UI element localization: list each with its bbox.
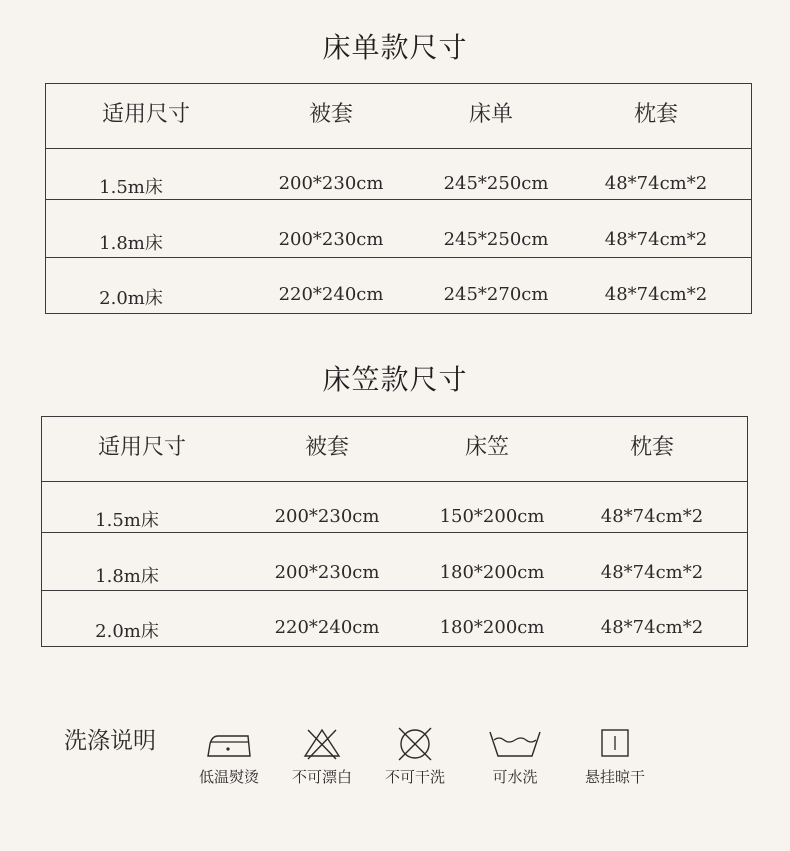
fitted-sheet-size-title: 床笠款尺寸	[322, 363, 468, 396]
table-row	[46, 148, 751, 199]
table-cell: 48*74cm*2	[600, 562, 704, 583]
table-cell: 48*74cm*2	[600, 617, 704, 638]
table-header-row	[46, 84, 751, 148]
table-header-row	[42, 417, 747, 481]
hang-dry-icon	[599, 726, 631, 758]
table-cell: 1.8m床	[95, 566, 159, 587]
care-item-no-bleach	[277, 724, 367, 794]
table-cell: 245*250cm	[443, 173, 549, 194]
header-cell: 被套	[308, 102, 353, 127]
table-cell: 200*230cm	[278, 229, 384, 250]
care-label: 悬挂晾干	[584, 768, 645, 786]
care-label: 不可漂白	[291, 768, 352, 786]
table-cell: 245*270cm	[443, 284, 549, 305]
table-row	[42, 532, 747, 590]
header-cell: 床笠	[464, 435, 509, 460]
care-item-iron	[184, 724, 274, 794]
table-row	[42, 590, 747, 646]
table-cell: 48*74cm*2	[604, 229, 708, 250]
table-cell: 200*230cm	[278, 173, 384, 194]
bedsheet-size-title: 床单款尺寸	[322, 31, 468, 64]
table-cell: 220*240cm	[274, 617, 380, 638]
fitted-sheet-size-table	[41, 416, 748, 647]
low-temperature-iron-icon	[204, 726, 254, 758]
table-cell: 1.8m床	[99, 233, 163, 254]
care-item-hand-wash	[470, 724, 560, 794]
care-label: 不可干洗	[384, 768, 445, 786]
care-item-hang-dry	[570, 724, 660, 794]
table-cell: 200*230cm	[274, 562, 380, 583]
table-cell: 48*74cm*2	[604, 173, 708, 194]
header-cell: 枕套	[633, 102, 678, 127]
table-cell: 245*250cm	[443, 229, 549, 250]
table-cell: 180*200cm	[439, 617, 545, 638]
table-cell: 48*74cm*2	[600, 506, 704, 527]
no-bleach-icon	[302, 726, 342, 760]
bedsheet-size-table	[45, 83, 752, 314]
care-label: 低温熨烫	[198, 768, 259, 786]
header-cell: 适用尺寸	[101, 102, 190, 127]
table-cell: 2.0m床	[95, 621, 159, 642]
care-item-no-dry-clean	[370, 724, 460, 794]
washing-instructions-title: 洗涤说明	[64, 728, 156, 754]
care-label: 可水洗	[492, 768, 538, 786]
table-row	[42, 481, 747, 532]
table-cell: 2.0m床	[99, 288, 163, 309]
table-cell: 1.5m床	[99, 177, 163, 198]
table-cell: 220*240cm	[278, 284, 384, 305]
header-cell: 床单	[468, 102, 513, 127]
table-cell: 1.5m床	[95, 510, 159, 531]
table-row	[46, 257, 751, 313]
no-dry-clean-icon	[395, 726, 435, 762]
table-cell: 150*200cm	[439, 506, 545, 527]
header-cell: 适用尺寸	[97, 435, 186, 460]
header-cell: 枕套	[629, 435, 674, 460]
table-cell: 180*200cm	[439, 562, 545, 583]
table-row	[46, 199, 751, 257]
header-cell: 被套	[304, 435, 349, 460]
table-cell: 200*230cm	[274, 506, 380, 527]
hand-wash-icon	[488, 726, 542, 758]
table-cell: 48*74cm*2	[604, 284, 708, 305]
